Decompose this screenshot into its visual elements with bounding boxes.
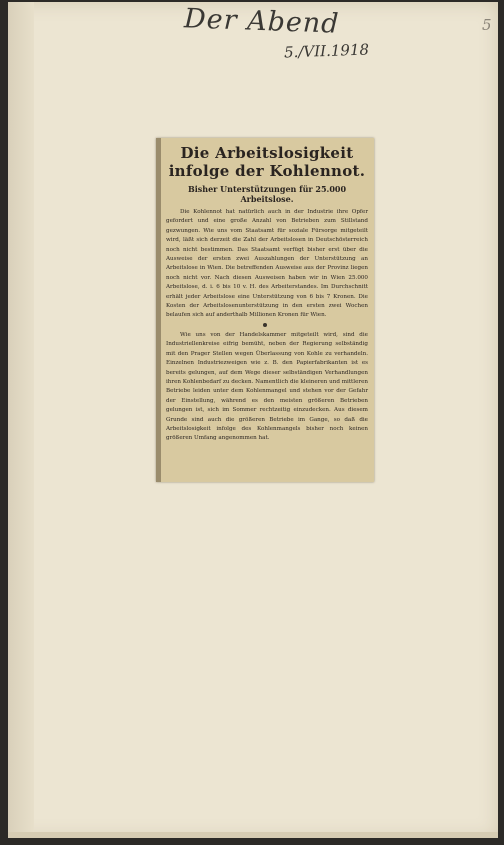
handwritten-newspaper-title: Der Abend [183,3,341,40]
sheet-left-edge [8,2,34,838]
sheet-bottom-edge [8,832,498,838]
article-paragraph-2: Wie uns von der Handelskammer mitgeteilt wird, sind die Industriellenkreise eifrig bemüht, neben der Regierung selbständig mit den Prager Stellen wegen Überlassung von Kohle zu verhandeln. Einzelnen Industriezweigen wie z. B. den Papierfabrikanten ist es bereits gelungen, auf dem Wege dieser selbständigen Verhandlungen ihren Kohlenbedarf zu decken. Namentlich die kleineren und mittleren Betriebe leiden unter dem Kohlenmangel und stehen vor der Gefahr der Einstellung, während es den meisten größeren Betrieben gelungen ist, sich im Sommer rechtzeitig einzudecken. Aus diesem Grunde sind auch die größeren Betriebe im Gange, so daß die Arbeitslosigkeit infolge des Kohlenmangels bisher noch keinen größeren Umfang angenommen hat. [166,331,368,442]
newspaper-clipping [156,138,374,482]
article-subhead: Bisher Unterstützungen für 25.000 Arbeitslose. [187,184,347,204]
handwritten-date: 5./VII.1918 [283,40,370,62]
paragraph-divider [263,323,267,327]
article-paragraph-1: Die Kohlennot hat natürlich auch in der Industrie ihre Opfer gefordert und eine große Anzahl von Betrieben zum Stillstand gezwungen. Wie uns vom Staatsamt für soziale Fürsorge mitgeteilt wird, läßt sich derzeit die Zahl der Arbeitslosen in Deutschösterreich noch nicht bestimmen. Das Staatsamt verfügt bisher erst über die Ausweise der ersten zwei Auszahlungen der Unterstützung an Arbeitslose in Wien. Die betreffenden Ausweise aus der Provinz liegen noch nicht vor. Nach diesen Ausweisen haben wir in Wien 25.000 Arbeitslose, d. i. 6 bis 10 v. H. des Arbeiterstandes. Im Durchschnitt erhält jeder Arbeitslose eine Unterstützung von 6 bis 7 Kronen. Die Kosten der Arbeitslosenunterstützung in den ersten zwei Wochen belaufen sich auf anderthalb Millionen Kronen für Wien. [166,209,368,319]
article-headline: Die Arbeitslosigkeit infolge der Kohlennot. [168,144,366,180]
page-number: 5 [482,16,492,34]
